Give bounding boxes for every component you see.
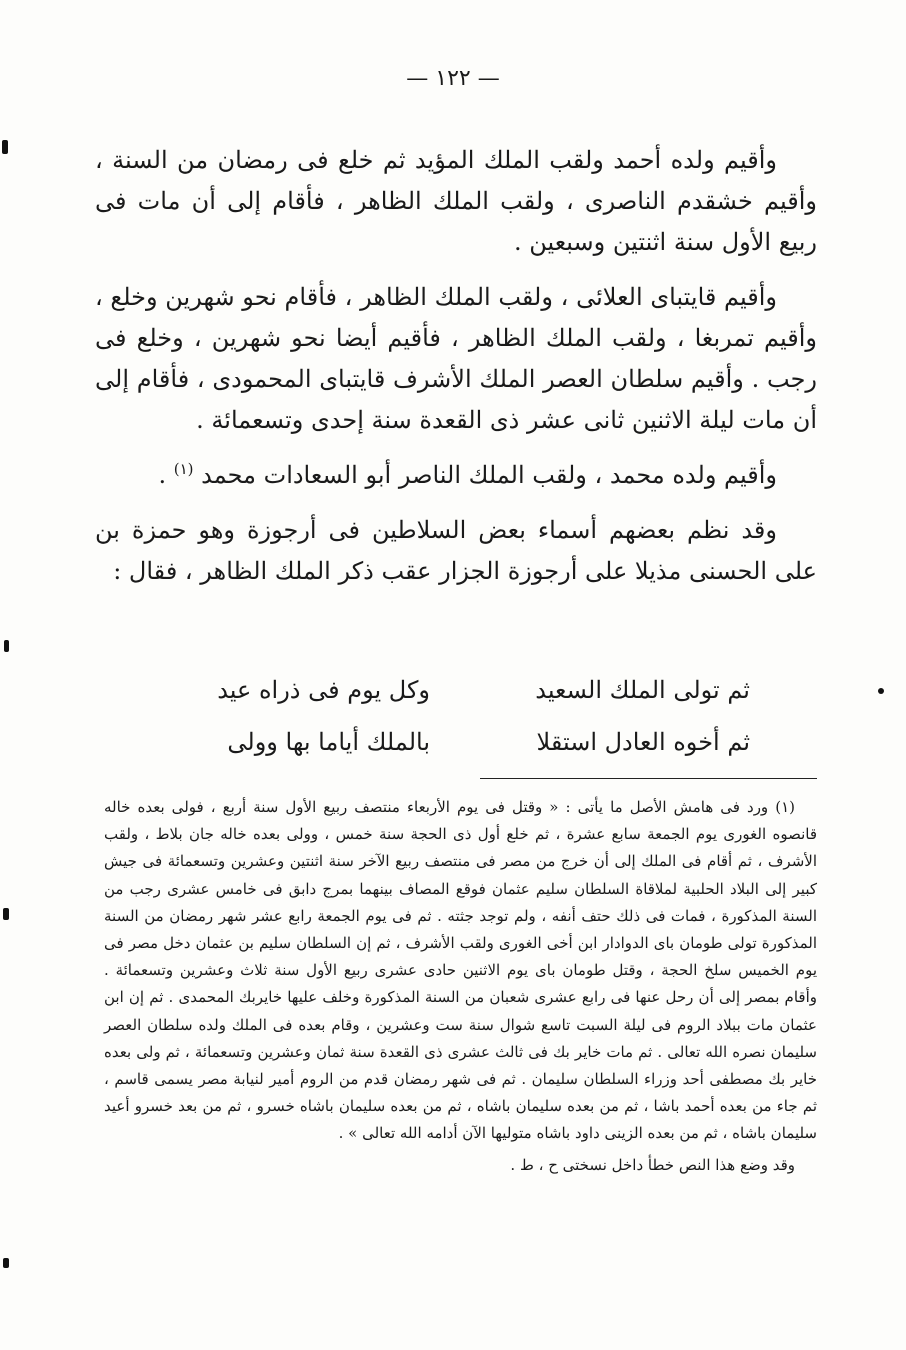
poem-hemistich-first: ثم أخوه العادل استقلا: [536, 728, 750, 756]
poem-verse: [150, 716, 750, 768]
footnote-reference[interactable]: (١): [173, 460, 194, 478]
poem-verse: [150, 664, 750, 716]
footnote-separator: [480, 778, 817, 779]
poem-hemistich-first: ثم تولى الملك السعيد: [535, 676, 750, 704]
footnotes: [104, 794, 817, 1179]
paragraph-ahmad: وأقيم ولده أحمد ولقب الملك المؤيد ثم خلع فى رمضان من السنة ، وأقيم خشقدم الناصرى ، ولقب الملك الظاهر ، فأقام إلى أن مات فى ربيع الأول سنة اثنتين وسبعين .: [95, 146, 817, 256]
page-number: — ١٢٢ —: [406, 66, 500, 91]
main-text: [95, 140, 817, 606]
footnote-1: (١) ورد فى هامش الأصل ما يأتى : « وقتل فى يوم الأربعاء منتصف ربيع الأول سنة أربع ، فولى بعده خاله قانصوه الغورى يوم الجمعة سابع عشرة ، ثم خلع أول ذى الحجة سنة خمس ، وولى بعده خاله جان بلاط ، ولقب الأشرف ، ثم أقام فى الملك إلى أن خرج من مصر فى منتصف ربيع الآخر سنة اثنتين وعشرين وتسعمائة فى جيش كبير إلى البلاد الحلبية لملاقاة السلطان سليم عثمان فوقع المصاف بينهما بمرج دابق فى خامس عشرى رجب من السنة المذكورة ، فمات فى ذلك حتف أنفه ، ولم توجد جثته . ثم فى يوم الجمعة رابع عشر شهر رمضان من السنة المذكورة تولى طومان باى الدوادار ابن أخى الغورى ولقب الأشرف ، ثم إن السلطان سليم بن عثمان دخل مصر فى يوم الخميس سلخ الحجة ، وقتل طومان باى يوم الاثنين حادى عشرى ربيع الأول سنة ثلاث وعشرين وتسعمائة . وأقام بمصر إلى أن رحل عنها فى رابع عشرى شعبان من السنة المذكورة وخلف عليها خايربك المحمدى . ثم إن ابن عثمان مات ببلاد الروم فى ليلة السبت تاسع شوال سنة ست وعشرين ، وقام بعده فى الملك ولده سلطان العصر سليمان نصره الله تعالى . ثم مات خاير بك فى ثالث عشرى ذى القعدة سنة ثمان وعشرين وتسعمائة ، ثم ولى بعده خاير بك مصطفى أحد وزراء السلطان سليمان . ثم فى شهر رمضان قدم من الروم أمير لنيابة مصر يسمى قاسم ، ثم جاء من بعده أحمد باشا ، ثم من بعده سليمان باشاه ، ثم من بعده سليمان باشاه خسرو ، ثم من بعد خسرو أعيد سليمان باشاه ، ثم من بعده الزينى داود باشاه متوليها الآن أدامه الله تعالى » .: [104, 798, 817, 1143]
poem: [150, 664, 750, 768]
scan-mark: [2, 140, 8, 154]
scan-mark: [4, 640, 9, 652]
footnote-note: وقد وضع هذا النص خطأ داخل نسختى ح ، ط .: [510, 1155, 795, 1174]
scan-mark: [3, 908, 9, 920]
poem-hemistich-second: بالملك أياما بها وولى: [227, 728, 430, 756]
scan-mark: [878, 688, 884, 694]
paragraph-urjuza: وقد نظم بعضهم أسماء بعض السلاطين فى أرجوزة وهو حمزة بن على الحسنى مذيلا على أرجوزة الجزار عقب ذكر الملك الظاهر ، فقال :: [95, 516, 817, 585]
poem-hemistich-second: وكل يوم فى ذراه عيد: [217, 676, 430, 704]
paragraph-muhammad-text: وأقيم ولده محمد ، ولقب الملك الناصر أبو السعادات محمد: [201, 461, 777, 489]
paragraph-muhammad-end: .: [158, 461, 174, 489]
scan-mark: [3, 1258, 9, 1268]
paragraph-muhammad: [95, 455, 817, 496]
paragraph-qaitbay: وأقيم قايتباى العلائى ، ولقب الملك الظاهر ، فأقام نحو شهرين وخلع ، وأقيم تمربغا ، ولقب الملك الظاهر ، فأقيم أيضا نحو شهرين ، وخلع فى رجب . وأقيم سلطان العصر الملك الأشرف قايتباى المحمودى ، فأقام إلى أن مات ليلة الاثنين ثانى عشر ذى القعدة سنة إحدى وتسعمائة .: [95, 283, 817, 434]
